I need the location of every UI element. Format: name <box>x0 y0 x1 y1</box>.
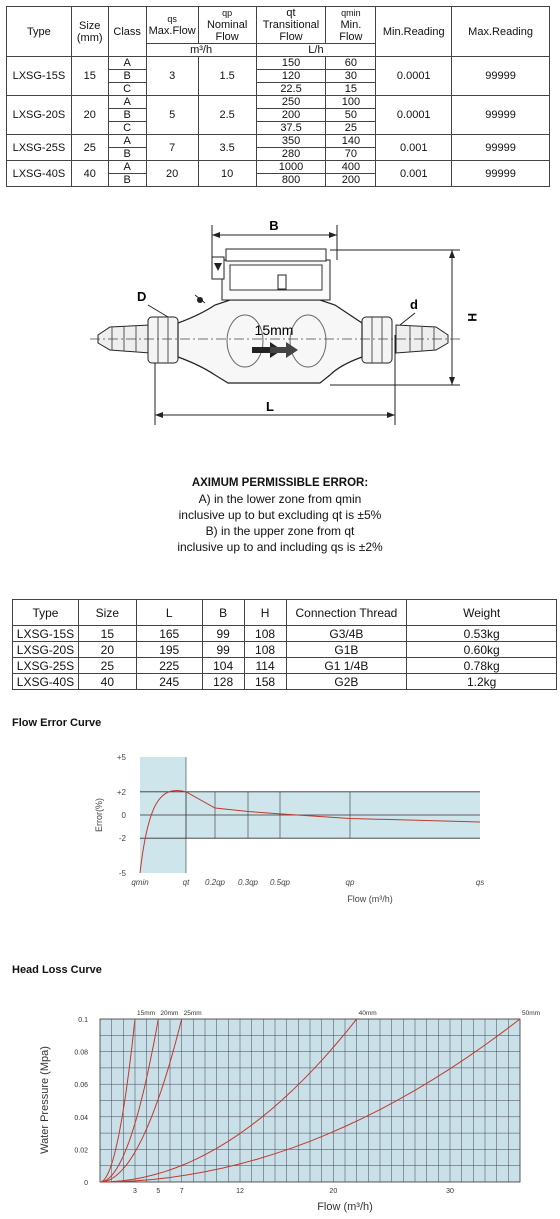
hdr-min-reading: Min.Reading <box>376 7 452 57</box>
cell-qmin: 15 <box>326 83 376 96</box>
cell-max-flow: 20 <box>146 161 198 187</box>
dim-cell: LXSG-25S <box>13 658 79 674</box>
dim-cell: G1B <box>286 642 407 658</box>
x-tick-label: 3 <box>133 1188 137 1195</box>
label-l: L <box>266 399 274 414</box>
curve-label: 25mm <box>183 1010 202 1017</box>
dim-cell: 25 <box>78 658 136 674</box>
dim-cell: 99 <box>202 626 244 642</box>
x-tick-label: 7 <box>179 1188 184 1195</box>
dim-row <box>13 626 557 642</box>
dim-cell: 40 <box>78 674 136 690</box>
head-loss-chart <box>30 998 541 1216</box>
y-tick-label: 0 <box>84 1180 88 1187</box>
cell-qt: 280 <box>256 148 326 161</box>
spec-row <box>7 57 550 70</box>
cell-max-reading: 99999 <box>452 161 550 187</box>
cell-size: 20 <box>71 96 108 135</box>
dim-header-cell: H <box>244 600 286 626</box>
cell-qmin: 400 <box>326 161 376 174</box>
y-tick-label: 0 <box>121 811 126 820</box>
cell-qmin: 50 <box>326 109 376 122</box>
size-text: 15mm <box>254 322 294 338</box>
cell-nominal-flow: 2.5 <box>198 96 256 135</box>
dim-header-cell: Type <box>13 600 79 626</box>
cell-min-reading: 0.001 <box>376 161 452 187</box>
cell-qt: 800 <box>256 174 326 187</box>
hdr-qt: qt Transitional Flow <box>256 7 326 44</box>
dim-row <box>13 658 557 674</box>
x-tick-label: 5 <box>156 1188 161 1195</box>
y-tick-label: 0.04 <box>74 1114 88 1122</box>
dim-cell: 108 <box>244 642 286 658</box>
hdr-class: Class <box>108 7 146 57</box>
cell-type: LXSG-25S <box>7 135 72 161</box>
cell-qt: 250 <box>256 96 326 109</box>
cell-max-flow: 7 <box>146 135 198 161</box>
head-loss-title: Head Loss Curve <box>12 964 102 976</box>
cell-type: LXSG-15S <box>7 57 72 96</box>
y-tick-label: 0.1 <box>78 1017 88 1024</box>
dim-cell: 0.78kg <box>407 658 557 674</box>
unit-lh: L/h <box>256 44 376 57</box>
cell-max-reading: 99999 <box>452 57 550 96</box>
dim-header-cell: L <box>136 600 202 626</box>
dim-row <box>13 674 557 690</box>
cell-qt: 22.5 <box>256 83 326 96</box>
cell-qmin: 100 <box>326 96 376 109</box>
cell-class: B <box>108 109 146 122</box>
hdr-qp: qp Nominal Flow <box>198 7 256 44</box>
cell-class: B <box>108 174 146 187</box>
cell-qmin: 140 <box>326 135 376 148</box>
cell-size: 25 <box>71 135 108 161</box>
y-tick-label: -5 <box>118 869 126 878</box>
x-tick-label: qp <box>345 878 355 887</box>
dim-cell: 15 <box>78 626 136 642</box>
spec-body <box>7 57 550 187</box>
dimension-table <box>12 599 557 690</box>
dim-cell: G2B <box>286 674 407 690</box>
y-tick-label: 0.06 <box>74 1082 88 1090</box>
cell-qt: 120 <box>256 70 326 83</box>
dim-cell: G1 1/4B <box>286 658 407 674</box>
x-tick-label: 0.5qp <box>269 878 291 887</box>
x-tick-label: 0.2qp <box>204 878 226 887</box>
flow-error-chart <box>80 745 500 910</box>
cell-qt: 37.5 <box>256 122 326 135</box>
x-tick-label: qs <box>475 878 485 887</box>
x-tick-label: qmin <box>131 878 149 887</box>
dim-cell: 99 <box>202 642 244 658</box>
dim-cell: 195 <box>136 642 202 658</box>
dim-header-cell: Connection Thread <box>286 600 407 626</box>
y-tick-label: +5 <box>116 753 126 762</box>
dim-cell: 1.2kg <box>407 674 557 690</box>
curve-label: 50mm <box>522 1010 541 1017</box>
spec-row <box>7 96 550 109</box>
unit-m3h: m³/h <box>146 44 256 57</box>
error-line-4: inclusive up to and including qs is ±2% <box>177 540 383 554</box>
dim-row <box>13 642 557 658</box>
dim-cell: 104 <box>202 658 244 674</box>
y-axis-label: Error(%) <box>94 798 104 832</box>
cell-min-reading: 0.0001 <box>376 57 452 96</box>
cell-qmin: 200 <box>326 174 376 187</box>
hdr-max-reading: Max.Reading <box>452 7 550 57</box>
dim-cell: 225 <box>136 658 202 674</box>
cell-min-reading: 0.001 <box>376 135 452 161</box>
cell-qmin: 70 <box>326 148 376 161</box>
curve-label: 15mm <box>137 1010 156 1017</box>
hdr-size: Size (mm) <box>71 7 108 57</box>
spec-row <box>7 135 550 148</box>
spec-header-row <box>7 7 550 44</box>
curve-label: 20mm <box>160 1010 179 1017</box>
hdr-qmin: qmin Min. Flow <box>326 7 376 44</box>
dim-cell: 0.60kg <box>407 642 557 658</box>
curve-label: 40mm <box>358 1010 377 1017</box>
label-b: B <box>269 218 279 233</box>
cell-nominal-flow: 10 <box>198 161 256 187</box>
cell-class: A <box>108 135 146 148</box>
cell-min-reading: 0.0001 <box>376 96 452 135</box>
meter-drawing <box>0 205 560 445</box>
spec-row <box>7 161 550 174</box>
cell-qt: 1000 <box>256 161 326 174</box>
cell-max-flow: 3 <box>146 57 198 96</box>
cell-class: C <box>108 122 146 135</box>
dim-cell: 0.53kg <box>407 626 557 642</box>
dim-cell: 165 <box>136 626 202 642</box>
dim-cell: 20 <box>78 642 136 658</box>
cell-type: LXSG-20S <box>7 96 72 135</box>
x-axis-label: Flow (m³/h) <box>347 894 393 904</box>
cell-qt: 350 <box>256 135 326 148</box>
dim-cell: LXSG-40S <box>13 674 79 690</box>
cell-max-reading: 99999 <box>452 135 550 161</box>
dim-header-cell: Weight <box>407 600 557 626</box>
y-tick-label: 0.02 <box>74 1147 88 1155</box>
flow-error-title: Flow Error Curve <box>12 717 102 729</box>
error-block <box>0 475 560 555</box>
cell-size: 40 <box>71 161 108 187</box>
dim-cell: 128 <box>202 674 244 690</box>
cell-class: A <box>108 57 146 70</box>
cell-class: B <box>108 70 146 83</box>
cell-nominal-flow: 1.5 <box>198 57 256 96</box>
x-axis-label: Flow (m³/h) <box>317 1201 373 1213</box>
cell-nominal-flow: 3.5 <box>198 135 256 161</box>
hdr-type: Type <box>7 7 72 57</box>
cell-qmin: 25 <box>326 122 376 135</box>
x-tick-label: 30 <box>446 1188 454 1195</box>
cell-type: LXSG-40S <box>7 161 72 187</box>
cell-class: B <box>108 148 146 161</box>
label-d-upper: D <box>137 289 147 304</box>
dim-cell: 108 <box>244 626 286 642</box>
cell-qt: 200 <box>256 109 326 122</box>
error-line-3: B) in the upper zone from qt <box>205 524 355 538</box>
dim-cell: LXSG-15S <box>13 626 79 642</box>
dim-header-row <box>13 600 557 626</box>
error-line-1: A) in the lower zone from qmin <box>198 492 362 506</box>
y-tick-label: 0.08 <box>74 1049 88 1057</box>
error-line-2: inclusive up to but excluding qt is ±5% <box>178 508 382 522</box>
dim-cell: LXSG-20S <box>13 642 79 658</box>
hdr-qs: qs Max.Flow <box>146 7 198 44</box>
dim-header-cell: B <box>202 600 244 626</box>
dim-cell: 114 <box>244 658 286 674</box>
dim-cell: 245 <box>136 674 202 690</box>
x-tick-label: 20 <box>329 1188 338 1195</box>
dim-body <box>13 600 557 690</box>
dim-header-cell: Size <box>78 600 136 626</box>
cell-class: A <box>108 96 146 109</box>
y-tick-label: +2 <box>116 787 126 797</box>
dim-cell: 158 <box>244 674 286 690</box>
cell-qmin: 30 <box>326 70 376 83</box>
cell-size: 15 <box>71 57 108 96</box>
spec-table <box>6 6 550 187</box>
dim-cell: G3/4B <box>286 626 407 642</box>
cell-qmin: 60 <box>326 57 376 70</box>
x-tick-label: 12 <box>236 1188 244 1195</box>
x-tick-label: qt <box>182 878 190 887</box>
label-h: H <box>465 313 479 322</box>
x-tick-label: 0.3qp <box>237 878 259 887</box>
y-tick-label: -2 <box>118 834 126 844</box>
label-d-lower: d <box>410 297 418 312</box>
cell-max-reading: 99999 <box>452 96 550 135</box>
error-title: AXIMUM PERMISSIBLE ERROR: <box>191 477 369 489</box>
cell-qt: 150 <box>256 57 326 70</box>
cell-class: A <box>108 161 146 174</box>
cell-class: C <box>108 83 146 96</box>
cell-max-flow: 5 <box>146 96 198 135</box>
y-axis-label: Water Pressure (Mpa) <box>39 1046 51 1154</box>
